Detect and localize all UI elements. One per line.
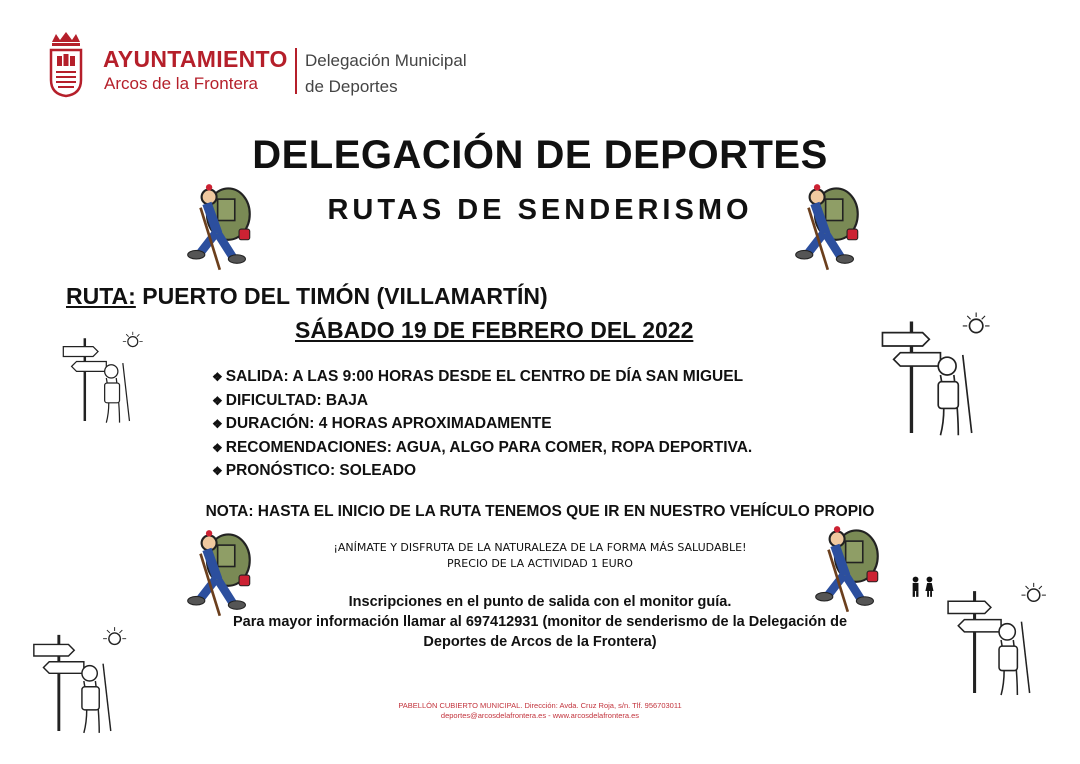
hiker-clipart-icon	[808, 524, 894, 616]
diamond-bullet-icon: ❖	[212, 464, 223, 478]
page-subtitle: RUTAS DE SENDERISMO	[327, 194, 753, 226]
logo-divider	[295, 48, 297, 94]
inscription-line-1: Inscripciones en el punto de salida con el monitor guía.	[348, 594, 732, 610]
route-date: SÁBADO 19 DE FEBRERO DEL 2022	[295, 317, 694, 343]
cta-line-1: ¡ANÍMATE Y DISFRUTA DE LA NATURALEZA DE LA FORMA MÁS SALUDABLE!	[333, 541, 747, 554]
list-item: ❖ RECOMENDACIONES: AGUA, ALGO PARA COMER, ROPA DEPORTIVA.	[212, 438, 753, 456]
route-label: RUTA:	[66, 283, 136, 309]
list-item: ❖ PRONÓSTICO: SOLEADO	[212, 462, 417, 479]
hiker-clipart-icon	[180, 528, 266, 620]
route-name: PUERTO DEL TIMÓN (VILLAMARTÍN)	[142, 283, 548, 309]
diamond-bullet-icon: ❖	[212, 393, 223, 408]
route-line	[66, 282, 548, 310]
list-item: ❖ SALIDA: A LAS 9:00 HORAS DESDE EL CENTRO DE DÍA SAN MIGUEL	[212, 368, 744, 385]
department-line-1: Delegación Municipal	[305, 51, 467, 70]
diamond-bullet-icon: ❖	[212, 440, 223, 455]
hiker-clipart-icon	[788, 182, 874, 274]
children-icon	[909, 576, 936, 598]
logo-subtitle: Arcos de la Frontera	[104, 74, 259, 93]
cta-line-2: PRECIO DE LA ACTIVIDAD 1 EURO	[447, 557, 633, 570]
note-text: NOTA: HASTA EL INICIO DE LA RUTA TENEMOS QUE IR EN NUESTRO VEHÍCULO PROPIO	[205, 503, 875, 520]
list-item: ❖ DIFICULTAD: BAJA	[212, 391, 369, 409]
logo-title: AYUNTAMIENTO	[103, 46, 288, 72]
diamond-bullet-icon: ❖	[212, 417, 223, 431]
signpost-clipart-icon	[60, 318, 146, 438]
page-title: DELEGACIÓN DE DEPORTES	[252, 133, 828, 177]
inscription-line-3: Deportes de Arcos de la Frontera)	[423, 634, 657, 650]
footer-contact: deportes@arcosdelafrontera.es - www.arcosdelafrontera.es	[440, 711, 640, 720]
hiker-clipart-icon	[180, 182, 266, 274]
details-list	[212, 365, 752, 483]
inscription-line-2: Para mayor información llamar al 697412931 (monitor de senderismo de la Delegación de	[232, 614, 848, 630]
municipal-shield-icon	[48, 30, 84, 98]
signpost-clipart-icon	[878, 300, 994, 450]
department-line-2: de Deportes	[305, 77, 398, 96]
list-item: ❖ DURACIÓN: 4 HORAS APROXIMADAMENTE	[212, 415, 552, 432]
signpost-clipart-icon	[30, 620, 130, 742]
signpost-clipart-icon	[944, 570, 1050, 710]
diamond-bullet-icon: ❖	[212, 370, 223, 384]
footer-address: PABELLÓN CUBIERTO MUNICIPAL. Dirección: Avda. Cruz Roja, s/n. Tlf. 956703011	[398, 701, 682, 710]
